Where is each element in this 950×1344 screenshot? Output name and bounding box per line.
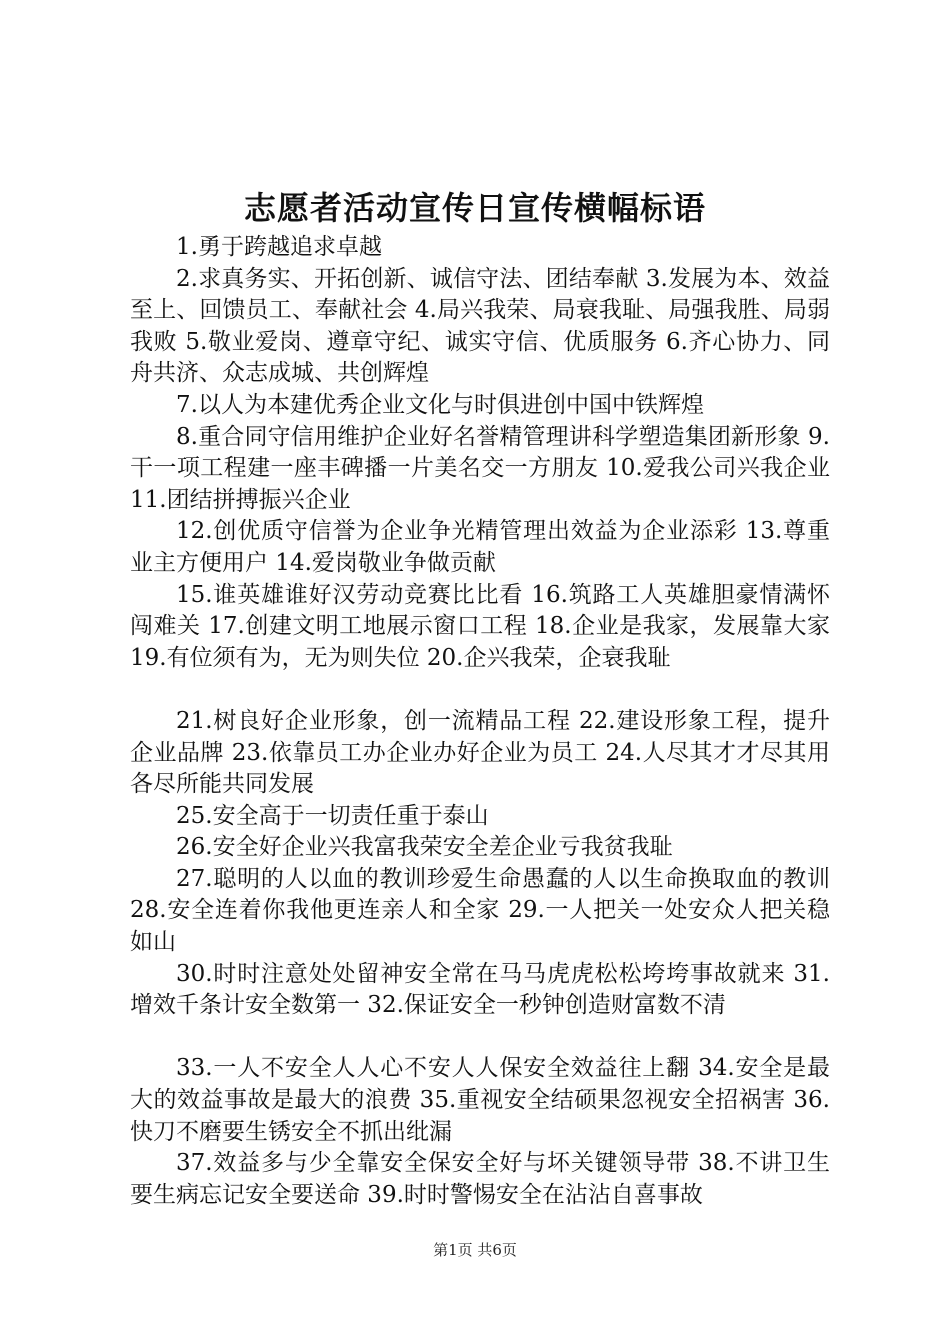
slogan-paragraph-13: 37.效益多与少全靠安全保安全好与坏关键领导带 38.不讲卫生要生病忘记安全要送命 39.时时警惕安全在沾沾自喜事故 [130,1150,830,1208]
paragraph-spacer [130,674,830,706]
slogan-paragraph-12: 33.一人不安全人人心不安人人保安全效益往上翻 34.安全是最大的效益事故是最大的浪费 35.重视安全结硕果忽视安全招祸害 36.快刀不磨要生锈安全不抓出纰漏 [130,1055,830,1145]
slogan-paragraph-9: 26.安全好企业兴我富我荣安全差企业亏我贫我耻 [176,834,673,861]
document-title: 志愿者活动宣传日宣传横幅标语 [243,189,706,227]
slogan-paragraph-5: 12.创优质守信誉为企业争光精管理出效益为企业添彩 13.尊重业主方便用户 14.爱岗敬业争做贡献 [130,518,830,576]
document-body [130,232,830,1211]
page-number-footer: 第1页 共6页 [433,1241,517,1259]
slogan-paragraph-11: 30.时时注意处处留神安全常在马马虎虎松松垮垮事故就来 31.增效千条计安全数第一 32.保证安全一秒钟创造财富数不清 [130,960,830,1019]
slogan-paragraph-4: 8.重合同守信用维护企业好名誉精管理讲科学塑造集团新形象 9.干一项工程建一座丰碑播一片美名交一方朋友 10.爱我公司兴我企业 11.团结拼搏振兴企业 [130,423,830,513]
slogan-paragraph-1: 1.勇于跨越追求卓越 [176,234,382,260]
slogan-paragraph-3: 7.以人为本建优秀企业文化与时俱进创中国中铁辉煌 [176,391,704,418]
slogan-paragraph-8: 25.安全高于一切责任重于泰山 [176,802,489,829]
slogan-paragraph-7: 21.树良好企业形象，创一流精品工程 22.建设形象工程，提升企业品牌 23.依靠员工办企业办好企业为员工 24.人尽其才才尽其用各尽所能共同发展 [130,707,830,798]
slogan-paragraph-2: 2.求真务实、开拓创新、诚信守法、团结奉献 3.发展为本、效益至上、回馈员工、奉献社会 4.局兴我荣、局衰我耻、局强我胜、局弱我败 5.敬业爱岗、遵章守纪、诚实守信、优质服务 6.齐心协力、同舟共济、众志成城、共创辉煌 [130,265,830,387]
paragraph-spacer [130,1022,830,1054]
slogan-paragraph-10: 27.聪明的人以血的教训珍爱生命愚蠢的人以生命换取血的教训 28.安全连着你我他更连亲人和全家 29.一人把关一处安众人把关稳如山 [130,865,830,956]
slogan-paragraph-6: 15.谁英雄谁好汉劳动竞赛比比看 16.筑路工人英雄胆豪情满怀闯难关 17.创建文明工地展示窗口工程 18.企业是我家，发展靠大家 19.有位须有为，无为则失位 20.企兴我荣，企衰我耻 [130,581,830,671]
